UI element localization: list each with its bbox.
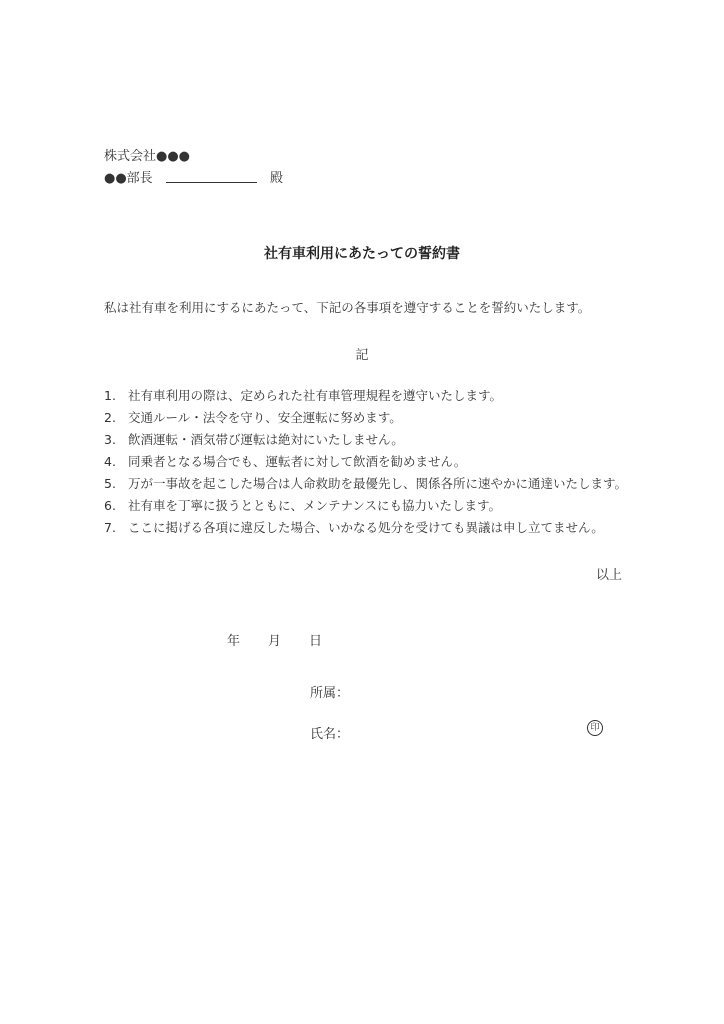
list-item — [104, 387, 627, 409]
item-text: 社有車利用の際は、定められた社有車管理規程を遵守いたします。 — [128, 388, 503, 403]
list-item — [104, 497, 627, 519]
addressee-company: 株式会社●●● — [104, 149, 191, 164]
item-number: 6. — [104, 498, 116, 513]
addressee-name-line — [166, 182, 257, 183]
name-label: 氏名： — [310, 727, 350, 742]
date-day: 日 — [309, 634, 323, 649]
list-item — [104, 409, 627, 431]
item-text: 社有車を丁寧に扱うとともに、メンテナンスにも協力いたします。 — [128, 498, 502, 513]
date-month: 月 — [268, 634, 282, 649]
addressee-honorific: 殿 — [270, 171, 284, 186]
intro-paragraph: 私は社有車を利用にするにあたって、下記の各事項を遵守することを誓約いたします。 — [104, 300, 591, 315]
date-row — [227, 630, 322, 649]
list-item — [104, 519, 627, 541]
item-text: 万が一事故を起こした場合は人命救助を最優先し、関係各所に速やかに通達いたします。 — [128, 476, 628, 491]
list-item — [104, 475, 627, 497]
list-item — [104, 431, 627, 453]
ki-heading: 記 — [355, 348, 369, 363]
date-year: 年 — [227, 634, 241, 649]
document-title: 社有車利用にあたっての誓約書 — [264, 246, 460, 262]
item-number: 5. — [104, 476, 116, 491]
affiliation-label: 所属： — [310, 686, 350, 701]
item-text: 交通ルール・法令を守り、安全運転に努めます。 — [128, 410, 402, 425]
pledge-list — [104, 387, 627, 541]
item-text: 同乗者となる場合でも、運転者に対して飲酒を勧めません。 — [128, 454, 467, 469]
item-text: ここに掲げる各項に違反した場合、いかなる処分を受けても異議は申し立てません。 — [128, 520, 604, 535]
item-number: 2. — [104, 410, 116, 425]
item-text: 飲酒運転・酒気帯び運転は絶対にいたしません。 — [128, 432, 404, 447]
closing-text: 以上 — [596, 568, 623, 583]
item-number: 7. — [104, 520, 116, 535]
item-number: 4. — [104, 454, 116, 469]
seal-icon: 印 — [587, 720, 603, 736]
item-number: 3. — [104, 432, 116, 447]
item-number: 1. — [104, 388, 116, 403]
addressee-department: ●●部長 — [104, 171, 153, 186]
list-item — [104, 453, 627, 475]
